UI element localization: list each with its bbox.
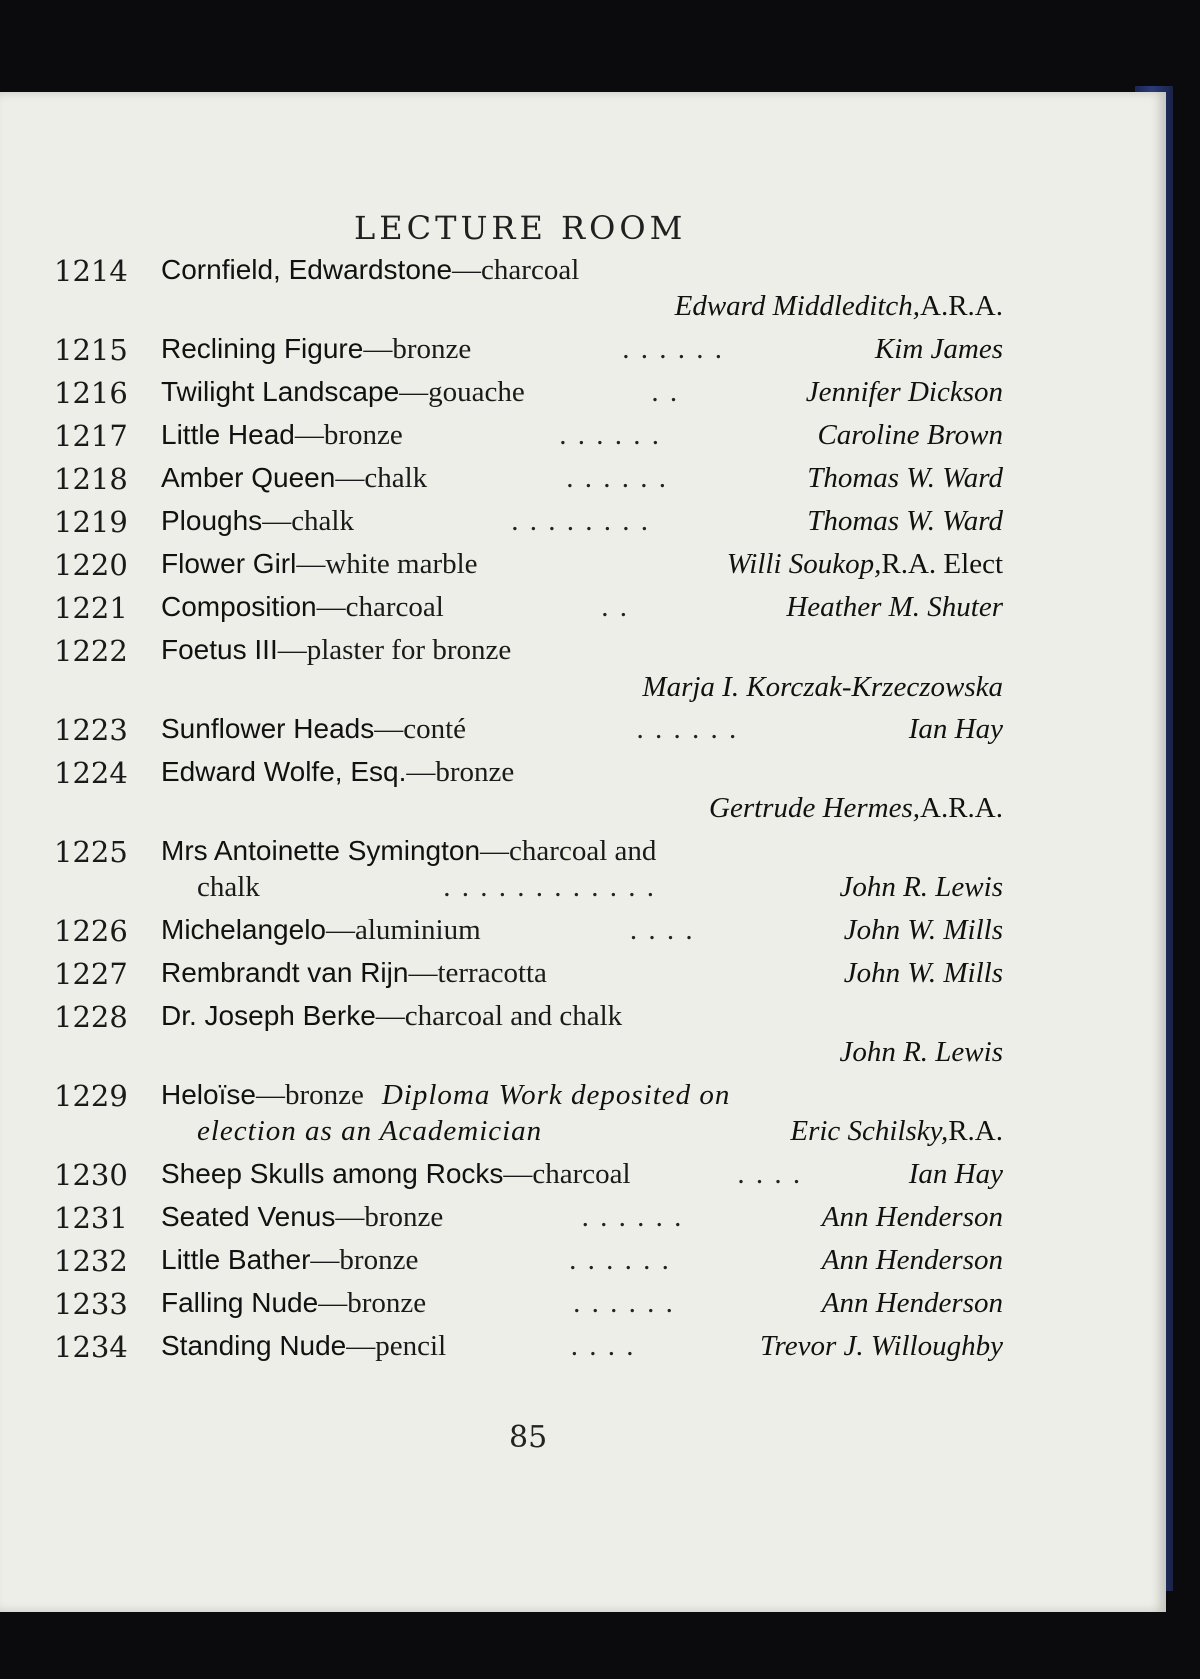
entry-line [161, 634, 1003, 667]
entry-medium: —bronze [255, 1079, 364, 1111]
entry-number: 1226 [54, 914, 128, 948]
entry-line [161, 756, 1003, 789]
entry-artist: John W. Mills [843, 914, 1003, 946]
leader-dots: . . . . . . [622, 333, 724, 365]
entry-title: Ploughs [161, 505, 263, 536]
entry-number: 1215 [54, 333, 128, 367]
entry-artist-line [161, 792, 1003, 825]
leader-dots: . . . . . . [581, 1201, 684, 1233]
entry-number: 1223 [54, 713, 128, 747]
entry-medium: —aluminium [326, 914, 481, 946]
entry-medium: —conté [374, 713, 467, 745]
entry-artist: Ian Hay [908, 713, 1003, 745]
entry-artist: Thomas W. Ward [807, 505, 1003, 537]
entry-medium: —charcoal and [480, 835, 657, 867]
entry-number: 1214 [54, 254, 128, 288]
entry-artist: Marja I. Korczak-Krzeczowska [642, 671, 1003, 703]
leader-dots: . . . . . . . . [511, 505, 650, 537]
entry-line [161, 505, 1003, 538]
entry-line [161, 548, 1003, 581]
entry-line [161, 1330, 1003, 1363]
entry-number: 1225 [54, 835, 128, 869]
entry-note: Diploma Work deposited on [381, 1079, 731, 1111]
entry-line [161, 591, 1003, 624]
entry-artist: Edward Middleditch, [674, 290, 921, 322]
entry-number: 1219 [54, 505, 128, 539]
leader-dots: . . . . [629, 914, 695, 946]
entry-artist-suffix: R.A. Elect [881, 548, 1003, 580]
entry-medium: —bronze [310, 1244, 419, 1276]
entry-artist-line [161, 1036, 1003, 1069]
entry-title: Reclining Figure [161, 333, 364, 364]
entry-continuation-line [197, 1115, 1003, 1148]
leader-dots: . . . . . . [636, 713, 739, 745]
leader-dots: . . . . . . [559, 419, 661, 451]
entry-number: 1232 [54, 1244, 128, 1278]
entry-number: 1221 [54, 591, 128, 625]
entry-medium: —bronze [335, 1201, 444, 1233]
page-number: 85 [509, 1420, 548, 1455]
entry-line [161, 1287, 1003, 1320]
entry-title: Mrs Antoinette Symington [161, 835, 481, 866]
entry-artist-suffix: A.R.A. [920, 290, 1003, 322]
entry-medium: —pencil [346, 1330, 447, 1362]
entry-line [161, 957, 1003, 990]
entry-artist: Kim James [874, 333, 1003, 365]
entry-artist: Ann Henderson [821, 1244, 1003, 1276]
entry-line [161, 333, 1003, 366]
entry-title: Dr. Joseph Berke [161, 1000, 376, 1031]
entry-artist-line [161, 671, 1003, 704]
entry-line [161, 1244, 1003, 1277]
leader-dots: . . [601, 591, 629, 623]
entry-artist: Thomas W. Ward [807, 462, 1003, 494]
entry-artist: John W. Mills [843, 957, 1003, 989]
entry-title: Sheep Skulls among Rocks [161, 1158, 504, 1189]
entry-title: Cornfield, Edwardstone [161, 254, 453, 285]
entry-medium: —terracotta [408, 957, 547, 989]
entry-number: 1218 [54, 462, 128, 496]
entry-artist: John R. Lewis [839, 871, 1003, 903]
entry-number: 1234 [54, 1330, 128, 1364]
entry-medium: —bronze [406, 756, 515, 788]
leader-dots: . . [651, 376, 680, 408]
entry-medium: —chalk [262, 505, 354, 537]
entry-number: 1228 [54, 1000, 128, 1034]
entry-artist: Ann Henderson [821, 1287, 1003, 1319]
entry-artist: John R. Lewis [839, 1036, 1003, 1068]
leader-dots: . . . . . . [566, 462, 669, 494]
entry-number: 1222 [54, 634, 128, 668]
entry-title: Standing Nude [161, 1330, 347, 1361]
entry-title: Flower Girl [161, 548, 297, 579]
entry-line [161, 1079, 1003, 1112]
entry-line [161, 1201, 1003, 1234]
entry-medium: —charcoal and chalk [375, 1000, 623, 1032]
entry-line [161, 254, 1003, 287]
entry-artist-suffix: R.A. [948, 1115, 1003, 1147]
entry-number: 1220 [54, 548, 128, 582]
entry-title: Edward Wolfe, Esq. [161, 756, 407, 787]
entry-continuation-line [197, 871, 1003, 904]
entry-medium: —white marble [296, 548, 478, 580]
entry-medium: —gouache [399, 376, 525, 408]
entry-line [161, 419, 1003, 452]
entry-artist-suffix: A.R.A. [920, 792, 1003, 824]
leader-dots: . . . . . . . . . . . . [443, 871, 657, 903]
entry-title: Michelangelo [161, 914, 326, 945]
entry-note-continued: election as an Academician [197, 1115, 543, 1147]
entry-artist: Caroline Brown [817, 419, 1003, 451]
entry-line [161, 376, 1003, 409]
entry-line [161, 713, 1003, 746]
entry-medium-continued: chalk [197, 871, 260, 903]
entry-artist: Trevor J. Willoughby [760, 1330, 1003, 1362]
entry-medium: —bronze [363, 333, 472, 365]
entry-medium: —charcoal [452, 254, 580, 286]
entry-medium: —charcoal [316, 591, 444, 623]
entry-title: Sunflower Heads [161, 713, 375, 744]
entry-number: 1217 [54, 419, 128, 453]
entry-artist: Ann Henderson [821, 1201, 1003, 1233]
entry-artist-line [161, 290, 1003, 323]
entry-number: 1224 [54, 756, 128, 790]
entry-medium: —plaster for bronze [277, 634, 512, 666]
entry-line [161, 914, 1003, 947]
entry-title: Little Head [161, 419, 295, 450]
entry-artist: Gertrude Hermes, [709, 792, 921, 824]
entry-title: Rembrandt van Rijn [161, 957, 409, 988]
entry-number: 1216 [54, 376, 128, 410]
leader-dots: . . . . [737, 1158, 803, 1190]
entry-line [161, 835, 1003, 868]
entry-title: Falling Nude [161, 1287, 319, 1318]
entry-artist: Willi Soukop, [726, 548, 882, 580]
entry-title: Amber Queen [161, 462, 336, 493]
entry-line [161, 1000, 1003, 1033]
entry-number: 1233 [54, 1287, 128, 1321]
entry-artist: Eric Schilsky, [790, 1115, 949, 1147]
entry-number: 1230 [54, 1158, 128, 1192]
entry-title: Heloïse [161, 1079, 256, 1110]
entry-artist: Ian Hay [908, 1158, 1003, 1190]
entry-number: 1231 [54, 1201, 128, 1235]
entry-medium: —bronze [318, 1287, 427, 1319]
catalogue-page [0, 92, 1166, 1612]
entry-title: Little Bather [161, 1244, 311, 1275]
entry-line [161, 1158, 1003, 1191]
entry-title: Twilight Landscape [161, 376, 400, 407]
entry-number: 1229 [54, 1079, 128, 1113]
entry-line [161, 462, 1003, 495]
entry-medium: —bronze [294, 419, 403, 451]
entry-artist: Jennifer Dickson [805, 376, 1003, 408]
section-heading: LECTURE ROOM [354, 209, 687, 247]
entry-number: 1227 [54, 957, 128, 991]
leader-dots: . . . . [570, 1330, 636, 1362]
entry-title: Composition [161, 591, 317, 622]
entry-artist: Heather M. Shuter [786, 591, 1003, 623]
entry-title: Foetus III [161, 634, 278, 665]
entry-medium: —chalk [335, 462, 428, 494]
leader-dots: . . . . . . [573, 1287, 675, 1319]
entry-title: Seated Venus [161, 1201, 336, 1232]
leader-dots: . . . . . . [569, 1244, 671, 1276]
entry-medium: —charcoal [503, 1158, 631, 1190]
